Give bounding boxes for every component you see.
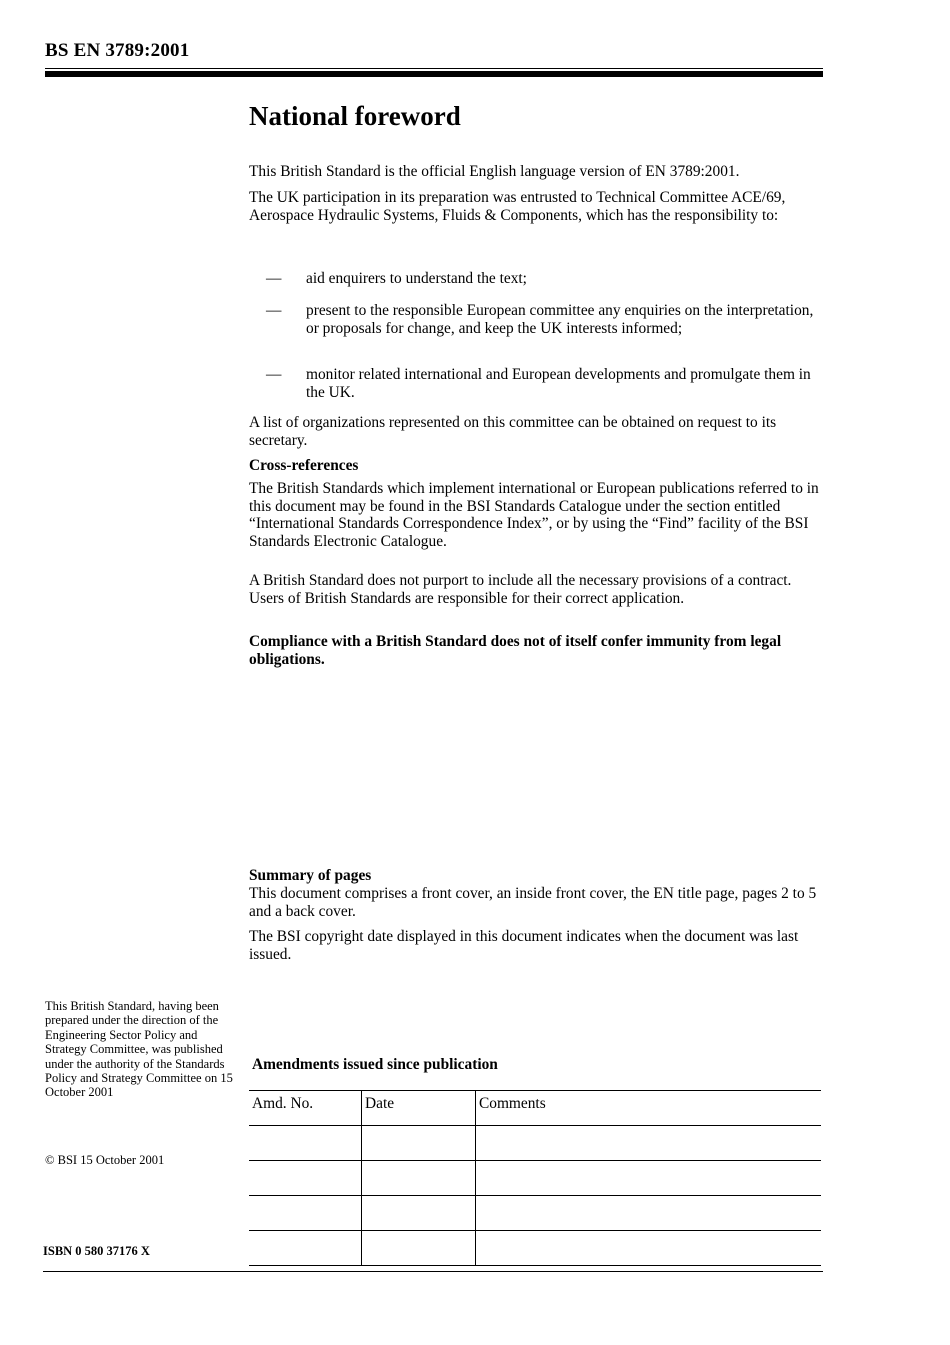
amendments-table	[249, 1090, 821, 1266]
table-cell	[476, 1231, 822, 1266]
cross-references-paragraph-1: The British Standards which implement international or European publications referred to in this document may be found in the BSI Standards Catalogue under the section entitled “International Standards Correspondence Index”, or by using the “Find” facility of the BSI Standards Electronic Catalogue.	[249, 480, 819, 550]
list-dash: —	[266, 270, 282, 287]
page-title: National foreword	[249, 101, 461, 131]
publication-note: This British Standard, having been prepared under the direction of the Engineering Sector Policy and Strategy Committee, was published under the authority of the Standards Policy and Strategy Committee on 15 October 2001	[45, 999, 233, 1100]
table-row	[249, 1231, 821, 1266]
copyright-notice: © BSI 15 October 2001	[45, 1153, 165, 1167]
summary-paragraph-2: The BSI copyright date displayed in this document indicates when the document was last issued.	[249, 928, 799, 963]
table-cell	[362, 1196, 476, 1231]
table-cell	[362, 1161, 476, 1196]
table-cell	[476, 1126, 822, 1161]
column-header-amd-no: Amd. No.	[249, 1091, 362, 1126]
table-cell	[362, 1126, 476, 1161]
list-dash: —	[266, 302, 282, 319]
header-rule-thick	[45, 71, 823, 77]
committee-note: A list of organizations represented on this committee can be obtained on request to its secretary.	[249, 414, 777, 449]
table-cell	[249, 1161, 362, 1196]
table-cell	[476, 1196, 822, 1231]
cross-references-heading: Cross-references	[249, 457, 359, 474]
table-row	[249, 1161, 821, 1196]
intro-paragraph-2: The UK participation in its preparation was entrusted to Technical Committee ACE/69, Aerospace Hydraulic Systems, Fluids & Components, which has the responsibility to:	[249, 189, 786, 224]
intro-paragraph-1: This British Standard is the official English language version of EN 3789:2001.	[249, 163, 740, 180]
column-header-comments: Comments	[476, 1091, 822, 1126]
compliance-statement: Compliance with a British Standard does not of itself confer immunity from legal obligations.	[249, 633, 782, 668]
list-item: monitor related international and European developments and promulgate them in the UK.	[306, 366, 811, 401]
table-row	[249, 1126, 821, 1161]
column-header-date: Date	[362, 1091, 476, 1126]
table-cell	[249, 1231, 362, 1266]
table-cell	[362, 1231, 476, 1266]
list-dash: —	[266, 366, 282, 383]
list-item: aid enquirers to understand the text;	[306, 270, 527, 287]
standard-id: BS EN 3789:2001	[45, 40, 190, 61]
cross-references-paragraph-2: A British Standard does not purport to include all the necessary provisions of a contract. Users of British Standards are responsible for their correct application.	[249, 572, 792, 607]
table-row	[249, 1196, 821, 1231]
summary-heading: Summary of pages	[249, 867, 372, 884]
isbn: ISBN 0 580 37176 X	[43, 1244, 150, 1258]
table-cell	[249, 1196, 362, 1231]
amendments-heading: Amendments issued since publication	[252, 1056, 498, 1073]
summary-paragraph-1: This document comprises a front cover, an inside front cover, the EN title page, pages 2 to 5 and a back cover.	[249, 885, 817, 920]
table-cell	[249, 1126, 362, 1161]
footer-rule	[43, 1271, 823, 1272]
table-header-row	[249, 1091, 821, 1126]
list-item: present to the responsible European committee any enquiries on the interpretation, or proposals for change, and keep the UK interests informed;	[306, 302, 814, 337]
header-rule-thin	[45, 68, 823, 69]
table-cell	[476, 1161, 822, 1196]
